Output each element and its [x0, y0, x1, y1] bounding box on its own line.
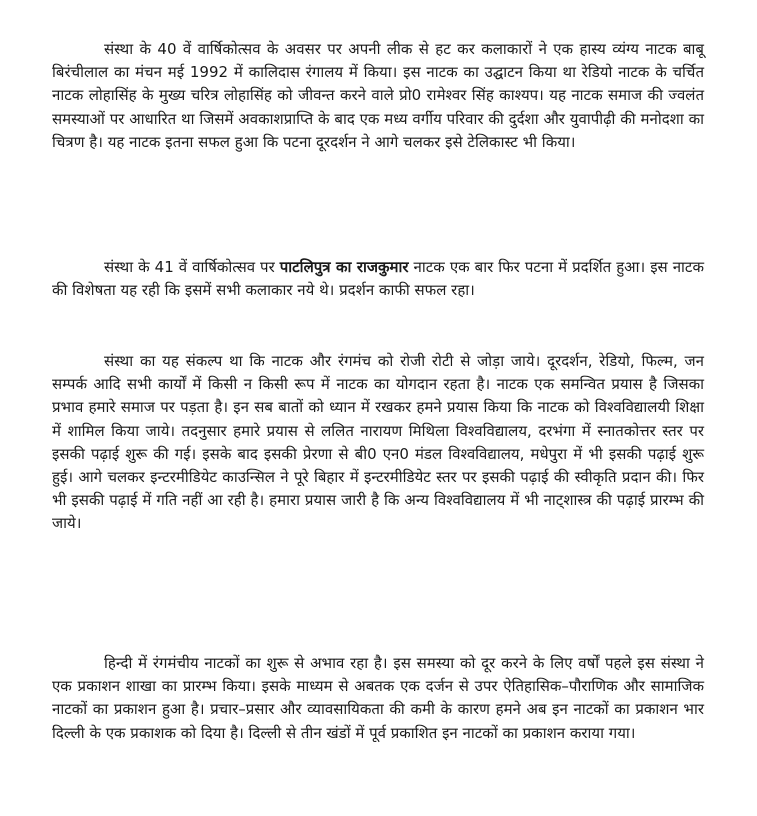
paragraph-university-education — [52, 350, 704, 536]
paragraph-text: हिन्दी में रंगमंचीय नाटकों का शुरू से अभाव रहा है। इस समस्या को दूर करने के लिए वर्षों पहले इस संस्था ने एक प्रकाशन शाखा का प्रारम्भ किया। इसके माध्यम से अबतक एक दर्जन से उपर ऐतिहासिक–पौराणिक और सामाजिक नाटकों का प्रकाशन हुआ है। प्रचार–प्रसार और व्यावसायिकता की कमी के कारण हमने अब इन नाटकों का प्रकाशन भार दिल्ली के एक प्रकाशक को दिया है। दिल्ली से तीन खंडों में पूर्व प्रकाशित इन नाटकों का प्रकाशन कराया गया। — [52, 654, 704, 742]
paragraph-40th-anniversary — [52, 38, 704, 154]
paragraph-41st-anniversary — [52, 256, 704, 302]
paragraph-text: नाटक एक बार फिर पटना में प्रदर्शित हुआ। इस नाटक की विशेषता यह रही कि इसमें सभी कलाकार नये थे। प्रदर्शन काफी सफल रहा। — [52, 258, 704, 300]
paragraph-text: संस्था के 41 वें वार्षिकोत्सव पर — [104, 258, 280, 276]
paragraph-text: संस्था के 40 वें वार्षिकोत्सव के अवसर पर अपनी लीक से हट कर कलाकारों ने एक हास्य व्यंग्य नाटक बाबू बिरंचीलाल का मंचन मई 1992 में कालिदास रंगालय में किया। इस नाटक का उद्घाटन किया था रेडियो नाटक के चर्चित नाटक लोहासिंह के मुख्य चरित्र लोहासिंह को जीवन्त करने वाले प्रो0 रामेश्वर सिंह काश्यप। यह नाटक समाज की ज्वलंत समस्याओं पर आधारित था जिसमें अवकाशप्राप्ति के बाद एक मध्य वर्गीय परिवार की दुर्दशा और युवापीढ़ी की मनोदशा का चित्रण है। यह नाटक इतना सफल हुआ कि पटना दूरदर्शन ने आगे चलकर इसे टेलिकास्ट भी किया। — [52, 40, 704, 151]
paragraph-text: संस्था का यह संकल्प था कि नाटक और रंगमंच को रोजी रोटी से जोड़ा जाये। दूरदर्शन, रेडियो, फिल्म, जन सम्पर्क आदि सभी कार्यों में किसी न किसी रूप में नाटक का योगदान रहता है। नाटक एक समन्वित प्रयास है जिसका प्रभाव हमारे समाज पर पड़ता है। इन सब बातों को ध्यान में रखकर हमने प्रयास किया कि नाटक को विश्वविद्यालयी शिक्षा में शामिल किया जाये। तदनुसार हमारे प्रयास से ललित नारायण मिथिला विश्वविद्यालय, दरभंगा में स्नातकोत्तर स्तर पर इसकी पढ़ाई शुरू की गई। इसके बाद इसकी प्रेरणा से बी0 एन0 मंडल विश्वविद्यालय, मधेपुरा में भी इसकी पढ़ाई शुरू हुई। आगे चलकर इन्टरमीडियेट काउन्सिल ने पूरे बिहार में इन्टरमीडियेट स्तर पर इसकी पढ़ाई की स्वीकृति प्रदान की। फिर भी इसकी पढ़ाई में गति नहीं आ रही है। हमारा प्रयास जारी है कि अन्य विश्वविद्यालय में भी नाट्शास्त्र की पढ़ाई प्रारम्भ की जाये। — [52, 352, 704, 533]
play-title-bold: पाटलिपुत्र का राजकुमार — [279, 258, 409, 276]
paragraph-publication-branch — [52, 652, 704, 745]
